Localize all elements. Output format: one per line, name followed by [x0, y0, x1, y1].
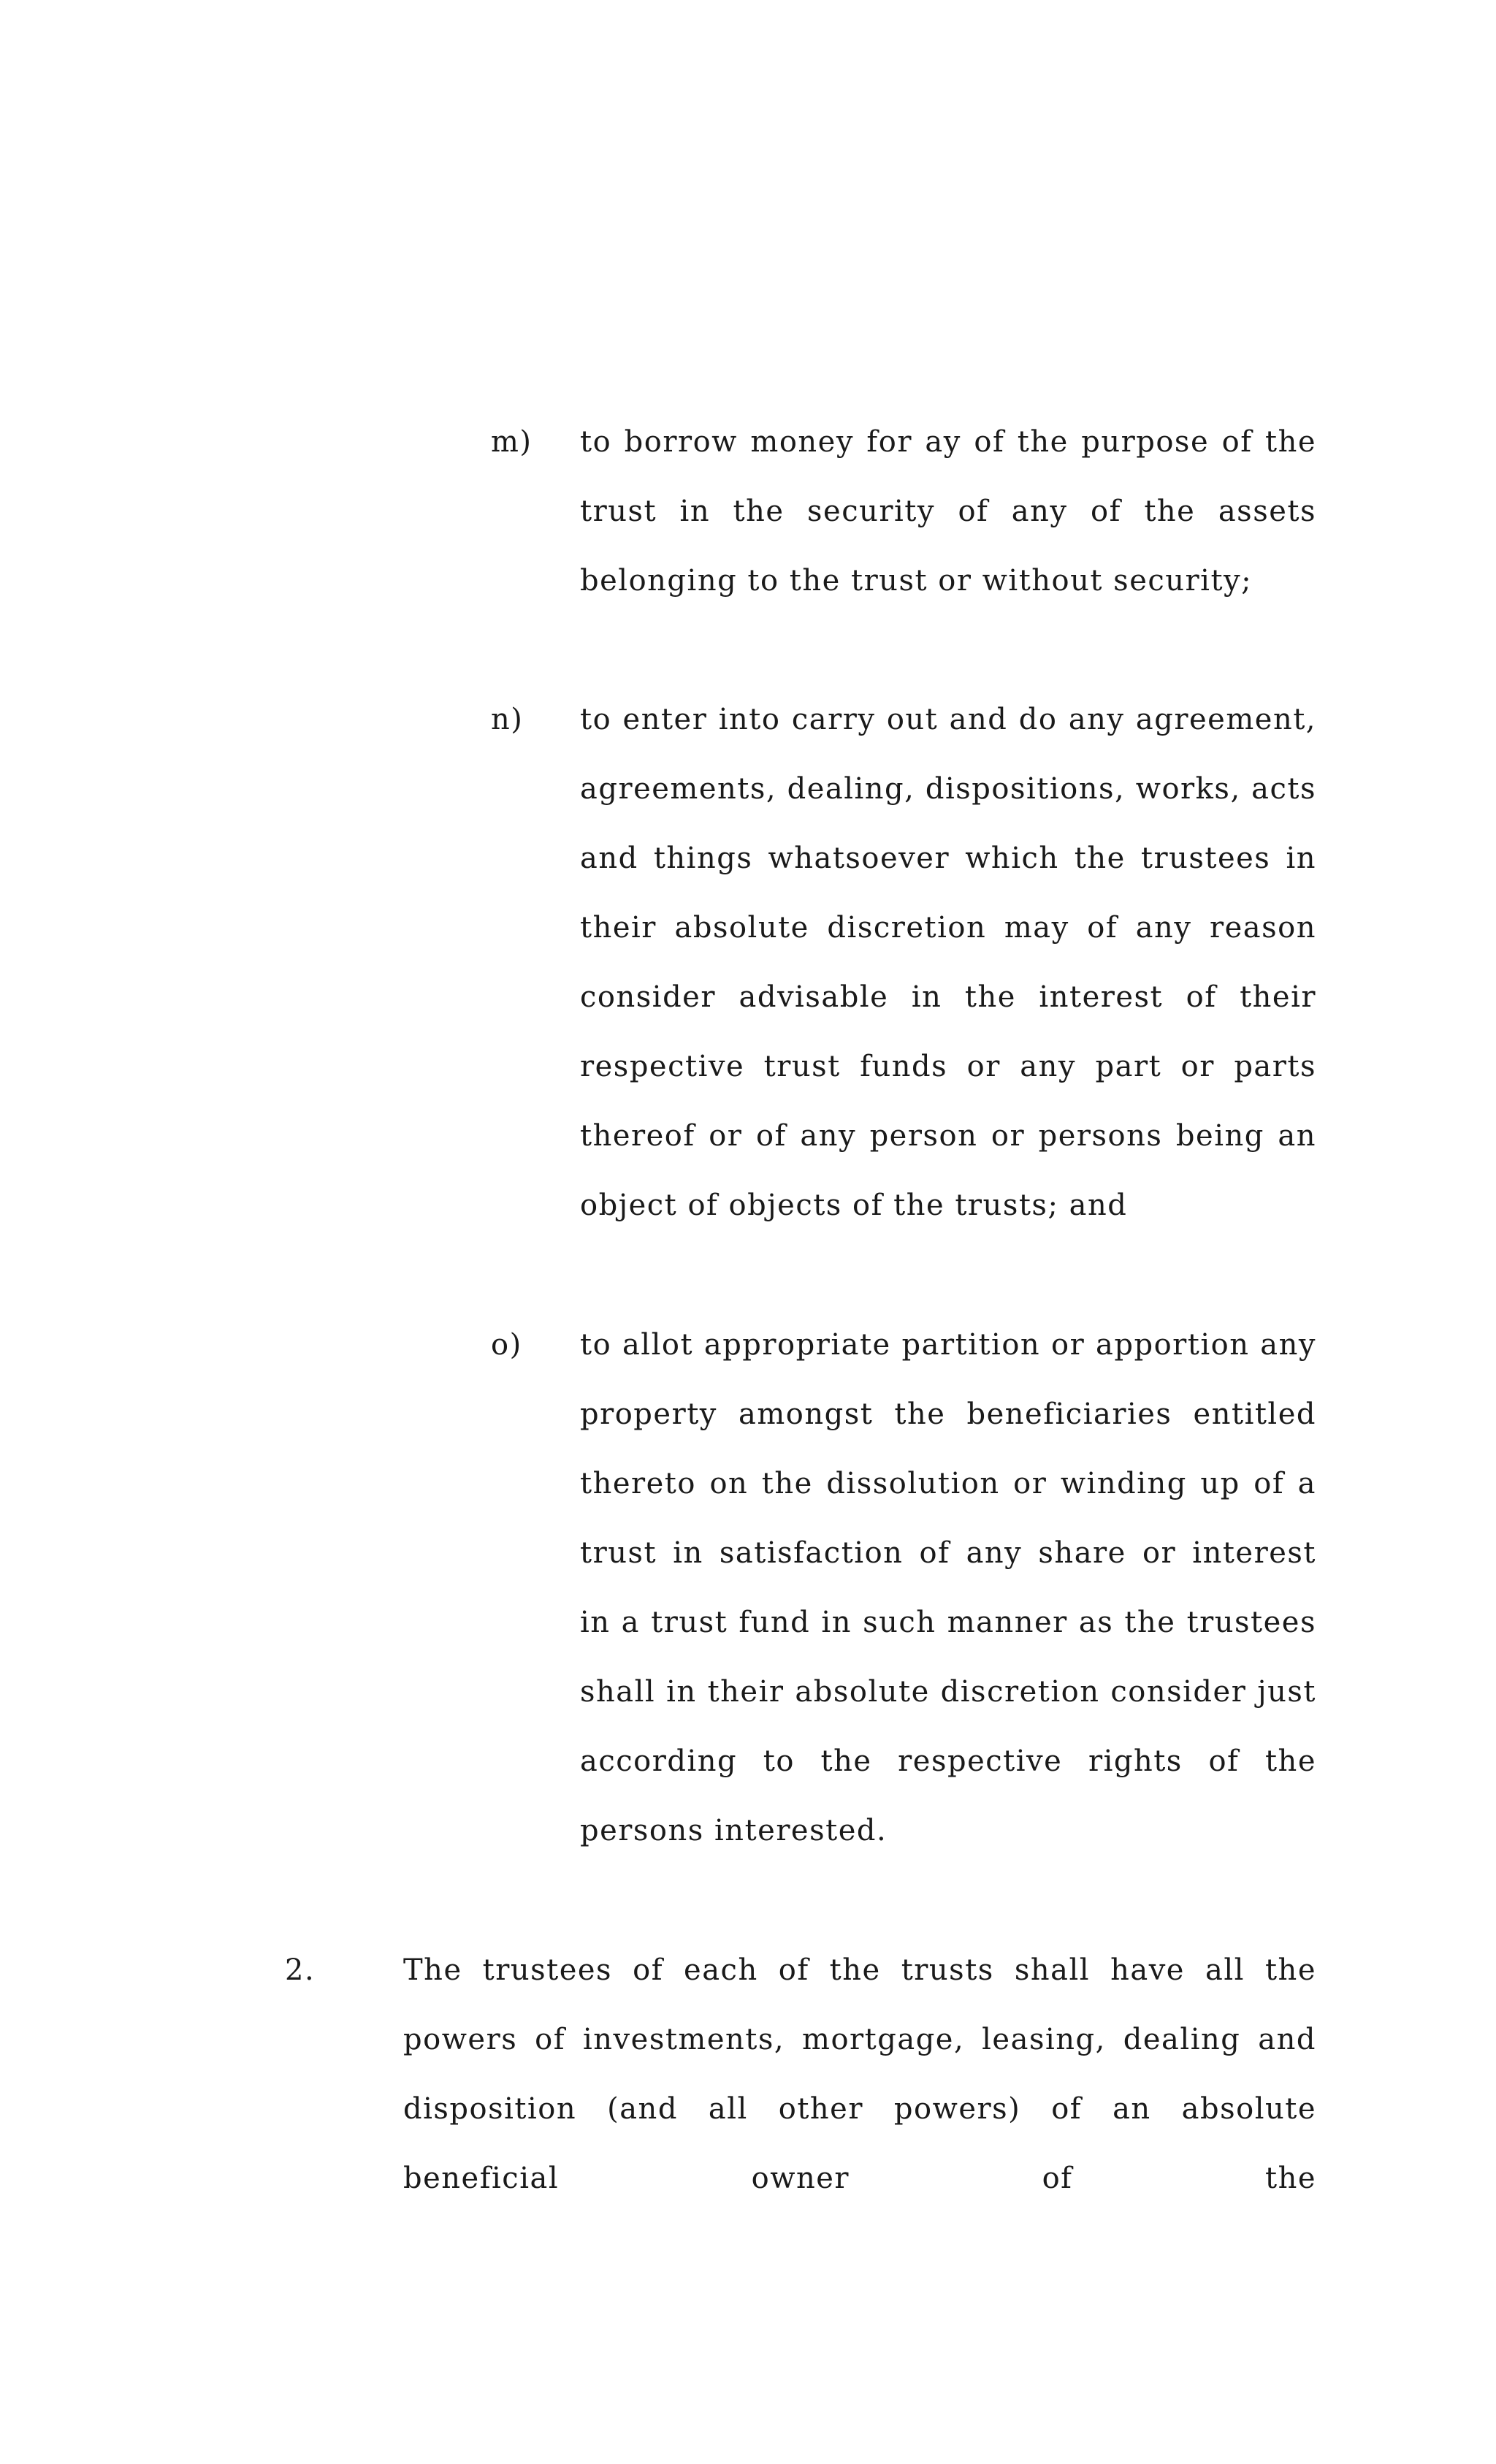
section-text: The trustees of each of the trusts shall have all the powers of investments, mortgage, leasing, dealing and disposition (and all other powers) of an absolute beneficial owner of the — [403, 1953, 1316, 2195]
clause-marker: o) — [491, 1328, 522, 1362]
section-number: 2. — [285, 1953, 316, 1987]
section-2 — [285, 1936, 1316, 2213]
clause-n — [491, 685, 1316, 1240]
clause-text: to enter into carry out and do any agreement, agreements, dealing, dispositions, works, acts and things whatsoever which the trustees in their absolute discretion may of any reason consider advisable in the interest of their respective trust funds or any part or parts thereof or of any person or persons being an object of objects of the trusts; and — [580, 703, 1316, 1222]
clause-o — [491, 1311, 1316, 1866]
clause-text: to allot appropriate partition or apportion any property amongst the beneficiaries entitled thereto on the dissolution or winding up of a trust in satisfaction of any share or interest in a trust fund in such manner as the trustees shall in their absolute discretion consider just according to the respective rights of the persons interested. — [580, 1328, 1316, 1847]
clause-m — [491, 408, 1316, 616]
clause-text: to borrow money for ay of the purpose of the trust in the security of any of the assets belonging to the trust or without security; — [580, 425, 1316, 598]
clause-marker: m) — [491, 425, 533, 459]
clause-marker: n) — [491, 703, 524, 736]
